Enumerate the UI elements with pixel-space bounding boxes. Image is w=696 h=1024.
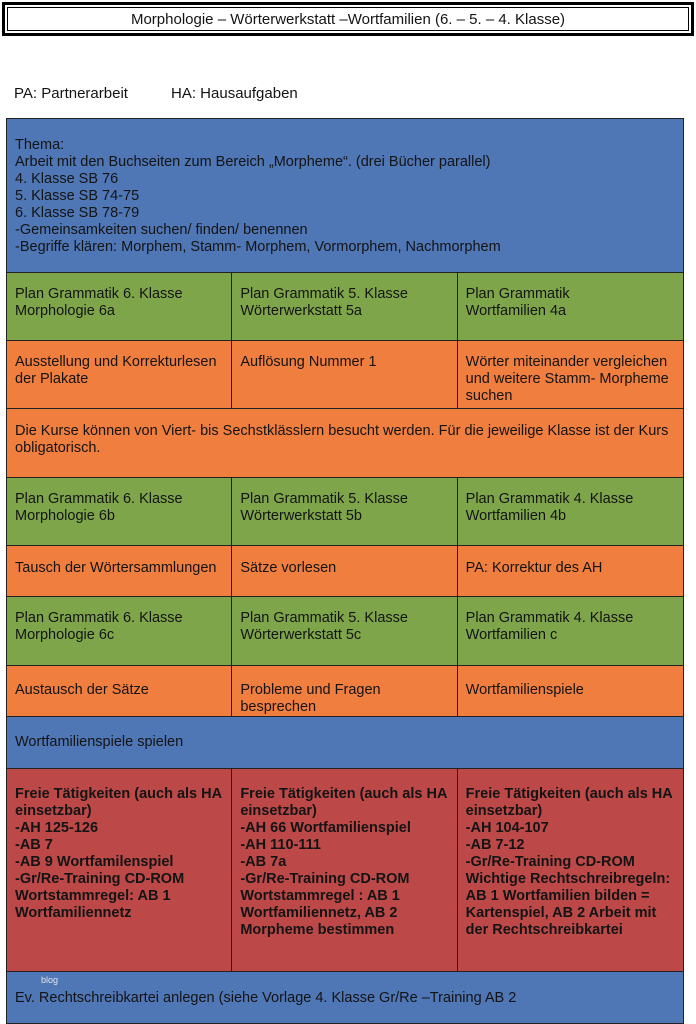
activity-row-c (7, 666, 683, 717)
plan-6a: Plan Grammatik 6. Klasse Morphologie 6a (7, 273, 232, 340)
plan-row-b (7, 478, 683, 546)
plan-row-c (7, 597, 683, 666)
plan-4a: Plan Grammatik Wortfamilien 4a (465, 286, 570, 319)
activity-4a: Wörter miteinander vergleichen und weitere Stamm- Morpheme suchen (465, 354, 669, 404)
activity-6a: Ausstellung und Korrekturlesen der Plakate (7, 341, 232, 408)
activity-row-b (7, 546, 683, 597)
plan-5b: Plan Grammatik 5. Klasse Wörterwerkstatt 5b (232, 478, 457, 545)
activity-5c: Probleme und Fragen besprechen (232, 666, 457, 716)
thema-row (7, 119, 683, 273)
blog-watermark: blog (41, 975, 59, 985)
activity-6c: Austausch der Sätze (7, 666, 232, 716)
activity-row-a (7, 341, 683, 409)
legend-ha: HA: Hausaufgaben (171, 85, 298, 102)
activity-4c: Wortfamilienspiele (465, 682, 584, 698)
activity-5a: Auflösung Nummer 1 (232, 341, 457, 408)
note-row (7, 409, 683, 478)
plan-5c: Plan Grammatik 5. Klasse Wörterwerkstatt 5c (232, 597, 457, 665)
free-activities-row (7, 769, 683, 972)
footer-text: Ev. Rechtschreibkartei anlegen (siehe Vorlage 4. Klasse Gr/Re –Training AB 2 (15, 990, 517, 1006)
free-activities-5: Freie Tätigkeiten (auch als HA einsetzbar) -AH 66 Wortfamilienspiel -AH 110-111 -AB 7a -Gr/Re-Training CD-ROM Wortstammregel : AB 1 Wortfamiliennetz, AB 2 Morpheme bestimmen (232, 769, 457, 971)
free-activities-6: Freie Tätigkeiten (auch als HA einsetzbar) -AH 125-126 -AB 7 -AB 9 Wortfamilenspiel -Gr/Re-Training CD-ROM Wortstammregel: AB 1 Wortfamiliennetz (7, 769, 232, 971)
activity-5b: Sätze vorlesen (232, 546, 457, 596)
plan-row-a (7, 273, 683, 341)
page-title: Morphologie – Wörterwerkstatt –Wortfamilien (6. – 5. – 4. Klasse) (7, 7, 689, 31)
title-frame (2, 2, 694, 36)
plan-6c: Plan Grammatik 6. Klasse Morphologie 6c (7, 597, 232, 665)
thema-text: Thema: Arbeit mit den Buchseiten zum Bereich „Morpheme“. (drei Bücher parallel) 4. Klasse SB 76 5. Klasse SB 74-75 6. Klasse SB 78-79 -Gemeinsamkeiten suchen/ finden/ benennen -Begriffe klären: Morphem, Stamm- Morphem, Vormorphem, Nachmorphem (15, 137, 501, 255)
course-note: Die Kurse können von Viert- bis Sechstklässlern besucht werden. Für die jeweilige Klasse ist der Kurs obligatorisch. (15, 423, 669, 456)
free-activities-4: Freie Tätigkeiten (auch als HA einsetzbar) -AH 104-107 -AB 7-12 -Gr/Re-Training CD-ROM Wichtige Rechtschreibregeln: AB 1 Wortfamilien bilden = Kartenspiel, AB 2 Arbeit mit der Rechtschreibkartei (465, 786, 673, 938)
activity-6b: Tausch der Wörtersammlungen (7, 546, 232, 596)
legend (14, 85, 298, 102)
footer-row (7, 972, 683, 1023)
legend-pa: PA: Partnerarbeit (14, 85, 128, 102)
games-text: Wortfamilienspiele spielen (15, 734, 184, 750)
games-row (7, 717, 683, 769)
plan-6b: Plan Grammatik 6. Klasse Morphologie 6b (7, 478, 232, 545)
lesson-table (6, 118, 684, 1024)
plan-4c: Plan Grammatik 4. Klasse Wortfamilien c (465, 610, 634, 643)
plan-4b: Plan Grammatik 4. Klasse Wortfamilien 4b (465, 491, 634, 524)
plan-5a: Plan Grammatik 5. Klasse Wörterwerkstatt 5a (232, 273, 457, 340)
activity-4b: PA: Korrektur des AH (465, 560, 603, 576)
